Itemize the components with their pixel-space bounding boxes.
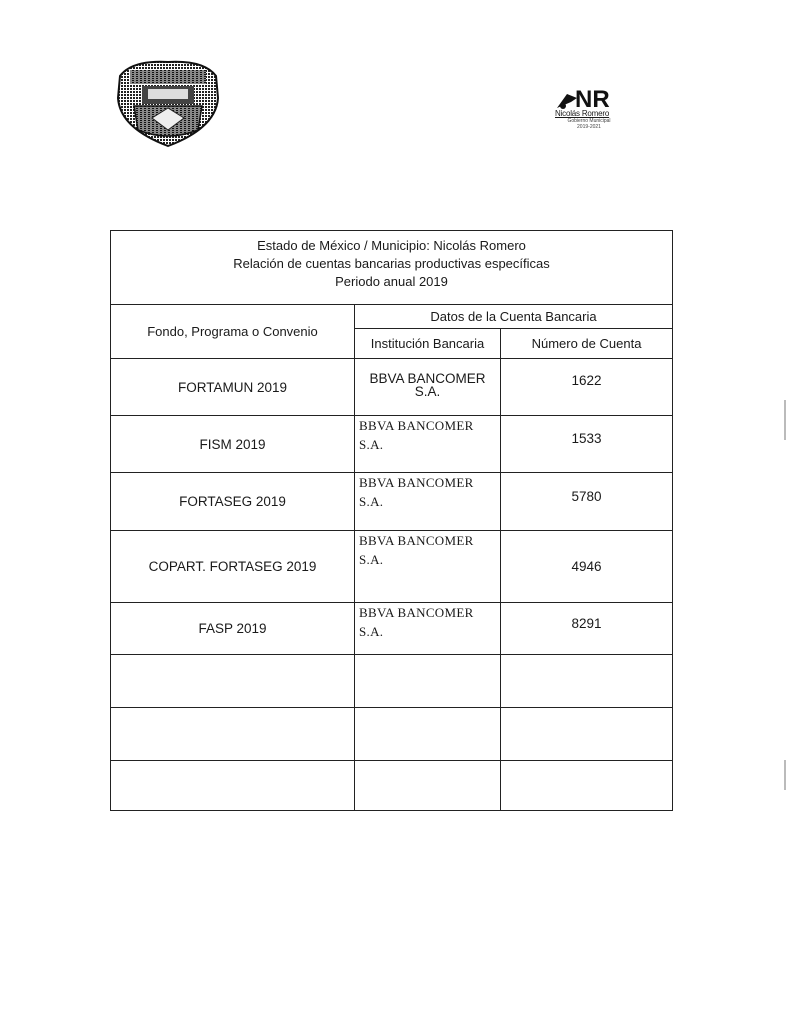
cell-fondo: FASP 2019 [111, 603, 355, 654]
table-row-empty [111, 761, 672, 810]
title-line-3: Periodo anual 2019 [335, 274, 448, 289]
column-header-numero: Número de Cuenta [501, 329, 672, 359]
cell-institucion: BBVA BANCOMER S.A. [355, 603, 501, 654]
cell-numero [501, 761, 672, 810]
nr-logo-name: Nicolás Romero [555, 109, 610, 118]
table-row-empty [111, 708, 672, 761]
cell-fondo: COPART. FORTASEG 2019 [111, 531, 355, 602]
table-row [111, 473, 672, 531]
scan-edge-mark [784, 400, 786, 440]
title-line-2: Relación de cuentas bancarias productivas específicas [233, 256, 550, 271]
cell-fondo [111, 708, 355, 760]
cell-institucion: BBVA BANCOMER S.A. [355, 473, 501, 530]
cell-institucion [355, 708, 501, 760]
nr-logo-mark [551, 82, 621, 112]
column-header-fondo: Fondo, Programa o Convenio [111, 305, 355, 359]
scan-edge-mark [784, 760, 786, 790]
cell-numero [501, 655, 672, 707]
nr-logo-subtitle: Gobierno Municipal 2019-2021 [567, 118, 611, 130]
svg-text:NR: NR [575, 86, 610, 112]
cell-numero: 1622 [571, 373, 602, 388]
column-group-header: Datos de la Cuenta Bancaria [355, 305, 672, 329]
bank-accounts-table [110, 230, 673, 811]
municipal-seal-logo [112, 58, 224, 148]
cell-institucion: BBVA BANCOMER S.A. [355, 359, 501, 415]
table-title [111, 231, 672, 305]
cell-fondo [111, 655, 355, 707]
cell-numero: 5780 [571, 489, 602, 504]
column-header-institucion: Institución Bancaria [355, 329, 501, 359]
title-line-1: Estado de México / Municipio: Nicolás Romero [257, 238, 526, 253]
cell-institucion [355, 655, 501, 707]
cell-numero: 8291 [571, 616, 602, 631]
cell-fondo: FORTASEG 2019 [111, 473, 355, 530]
cell-institucion [355, 761, 501, 810]
cell-fondo: FORTAMUN 2019 [111, 359, 355, 415]
table-row [111, 359, 672, 416]
table-row [111, 603, 672, 655]
table-row [111, 416, 672, 473]
cell-fondo [111, 761, 355, 810]
cell-numero [501, 708, 672, 760]
cell-fondo: FISM 2019 [111, 416, 355, 472]
table-row [111, 531, 672, 603]
cell-institucion: BBVA BANCOMER S.A. [355, 416, 501, 472]
table-row-empty [111, 655, 672, 708]
cell-numero: 4946 [571, 559, 602, 574]
cell-institucion: BBVA BANCOMER S.A. [355, 531, 501, 602]
cell-numero: 1533 [571, 431, 602, 446]
nicolas-romero-logo [551, 82, 621, 134]
